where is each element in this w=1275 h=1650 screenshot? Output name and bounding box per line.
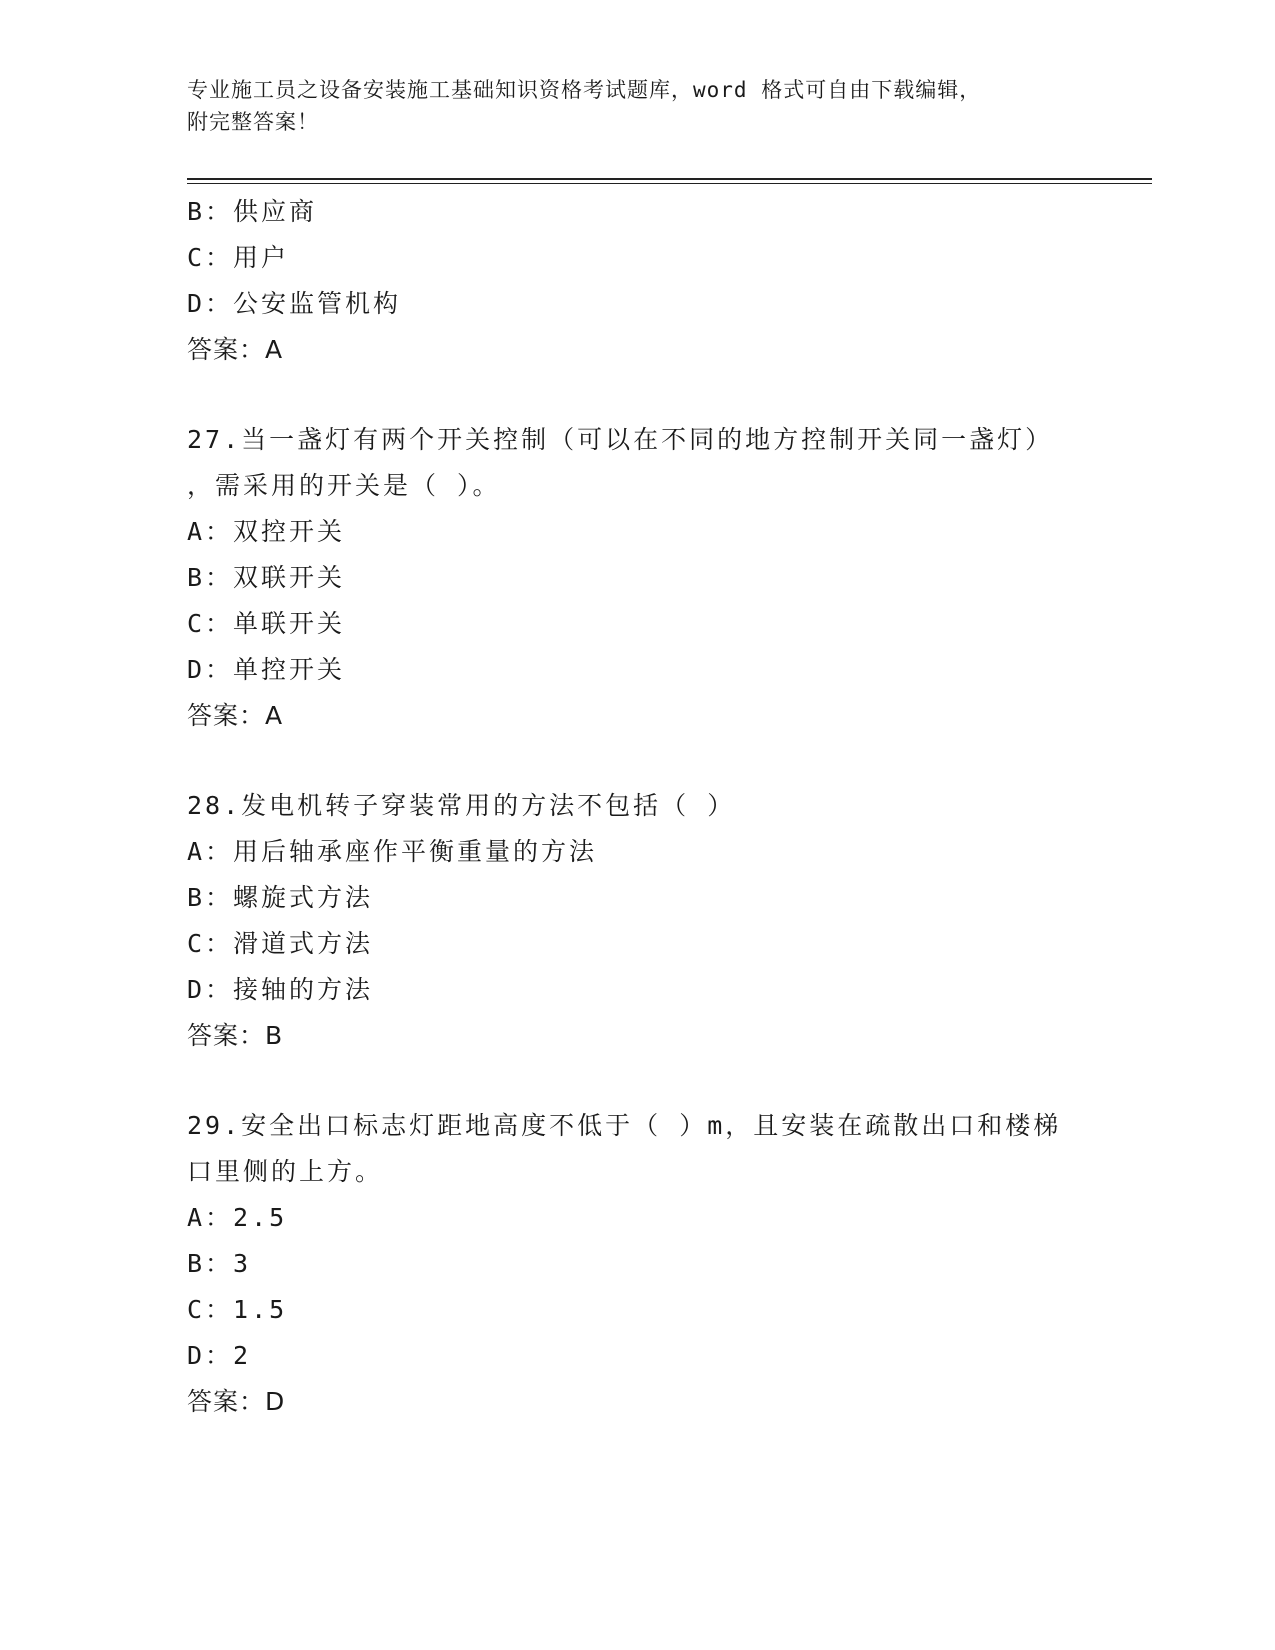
header-divider-thin — [187, 183, 1152, 184]
option-d: D：公安监管机构 — [187, 289, 402, 318]
option-a: A：双控开关 — [187, 517, 346, 546]
question-text-line-2: ，需采用的开关是（ ）。 — [187, 471, 501, 500]
option-a: A：用后轴承座作平衡重量的方法 — [187, 837, 598, 866]
answer-line: 答案：A — [187, 701, 284, 730]
option-d: D：2 — [187, 1341, 252, 1370]
option-d: D：单控开关 — [187, 655, 346, 684]
option-d: D：接轴的方法 — [187, 975, 374, 1004]
option-b: B：3 — [187, 1249, 252, 1278]
option-b: B：供应商 — [187, 197, 318, 226]
question-text-line-1: 27.当一盏灯有两个开关控制（可以在不同的地方控制开关同一盏灯） — [187, 425, 1054, 454]
question-text-line-1: 28.发电机转子穿装常用的方法不包括（ ） — [187, 791, 736, 820]
option-c: C：用户 — [187, 243, 290, 272]
option-b: B：双联开关 — [187, 563, 346, 592]
question-text-line-2: 口里侧的上方。 — [187, 1157, 384, 1186]
option-c: C：滑道式方法 — [187, 929, 374, 958]
answer-line: 答案：A — [187, 335, 284, 364]
option-c: C：单联开关 — [187, 609, 346, 638]
option-a: A：2.5 — [187, 1203, 288, 1232]
document-header — [187, 74, 1087, 138]
option-c: C：1.5 — [187, 1295, 288, 1324]
header-line-1: 专业施工员之设备安装施工基础知识资格考试题库，word 格式可自由下载编辑， — [187, 78, 982, 102]
answer-line: 答案：B — [187, 1021, 284, 1050]
question-text-line-1: 29.安全出口标志灯距地高度不低于（ ）m，且安装在疏散出口和楼梯 — [187, 1111, 1062, 1140]
answer-line: 答案：D — [187, 1387, 286, 1416]
question-29 — [187, 1103, 1087, 1425]
question-28 — [187, 783, 1087, 1059]
header-divider-thick — [187, 178, 1152, 180]
option-b: B：螺旋式方法 — [187, 883, 374, 912]
question-26-continuation — [187, 189, 1087, 373]
header-line-2: 附完整答案！ — [187, 110, 319, 134]
question-27 — [187, 417, 1087, 739]
question-list — [187, 189, 1087, 1425]
